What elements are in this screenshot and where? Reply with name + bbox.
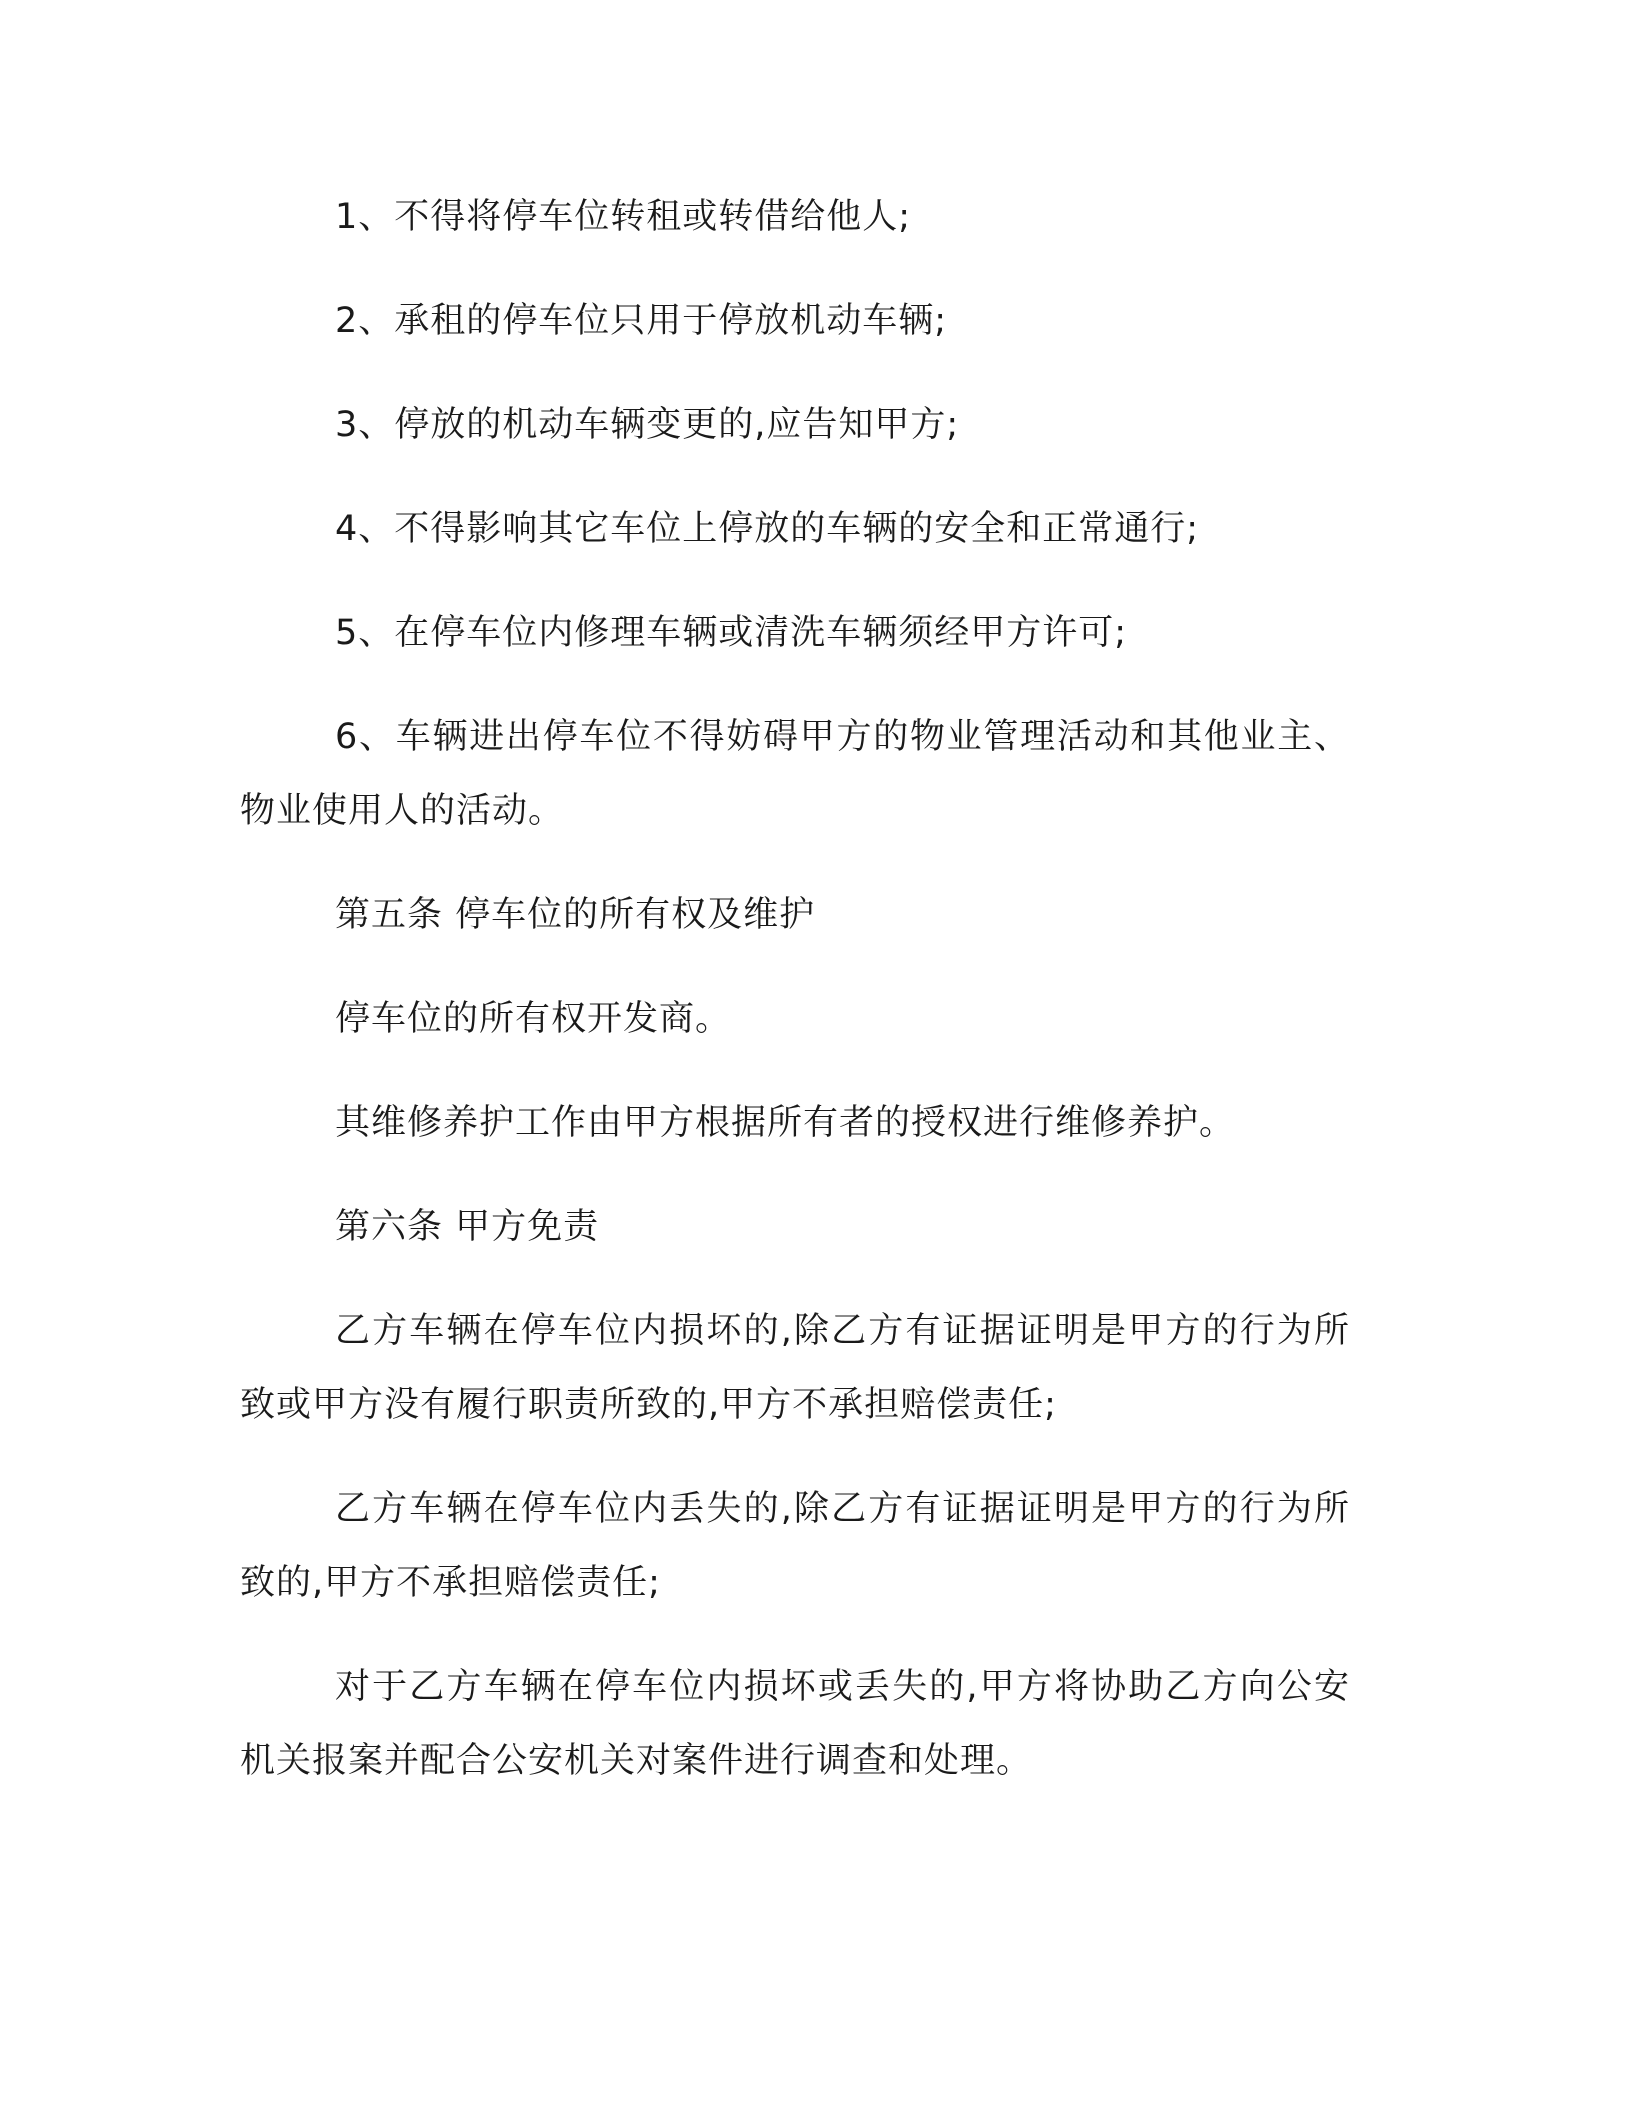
document-page <box>240 180 1350 1828</box>
paragraph-rule-4: 4、不得影响其它车位上停放的车辆的安全和正常通行; <box>335 509 1200 549</box>
article-5-heading: 第五条 停车位的所有权及维护 <box>335 895 816 935</box>
paragraph-maintenance: 其维修养护工作由甲方根据所有者的授权进行维修养护。 <box>335 1103 1236 1143</box>
paragraph-rule-6: 6、车辆进出停车位不得妨碍甲方的物业管理活动和其他业主、物业使用人的活动。 <box>240 717 1350 831</box>
paragraph-rule-1: 1、不得将停车位转租或转借给他人; <box>335 197 912 237</box>
paragraph-rule-5: 5、在停车位内修理车辆或清洗车辆须经甲方许可; <box>335 613 1128 653</box>
paragraph-loss-exemption: 乙方车辆在停车位内丢失的,除乙方有证据证明是甲方的行为所致的,甲方不承担赔偿责任; <box>240 1489 1350 1603</box>
paragraph-damage-exemption: 乙方车辆在停车位内损坏的,除乙方有证据证明是甲方的行为所致或甲方没有履行职责所致的,甲方不承担赔偿责任; <box>240 1311 1350 1425</box>
article-6-heading: 第六条 甲方免责 <box>335 1207 600 1247</box>
paragraph-rule-3: 3、停放的机动车辆变更的,应告知甲方; <box>335 405 960 445</box>
paragraph-rule-2: 2、承租的停车位只用于停放机动车辆; <box>335 301 948 341</box>
paragraph-police-assistance: 对于乙方车辆在停车位内损坏或丢失的,甲方将协助乙方向公安机关报案并配合公安机关对案件进行调查和处理。 <box>240 1667 1350 1781</box>
paragraph-ownership: 停车位的所有权开发商。 <box>335 999 732 1039</box>
